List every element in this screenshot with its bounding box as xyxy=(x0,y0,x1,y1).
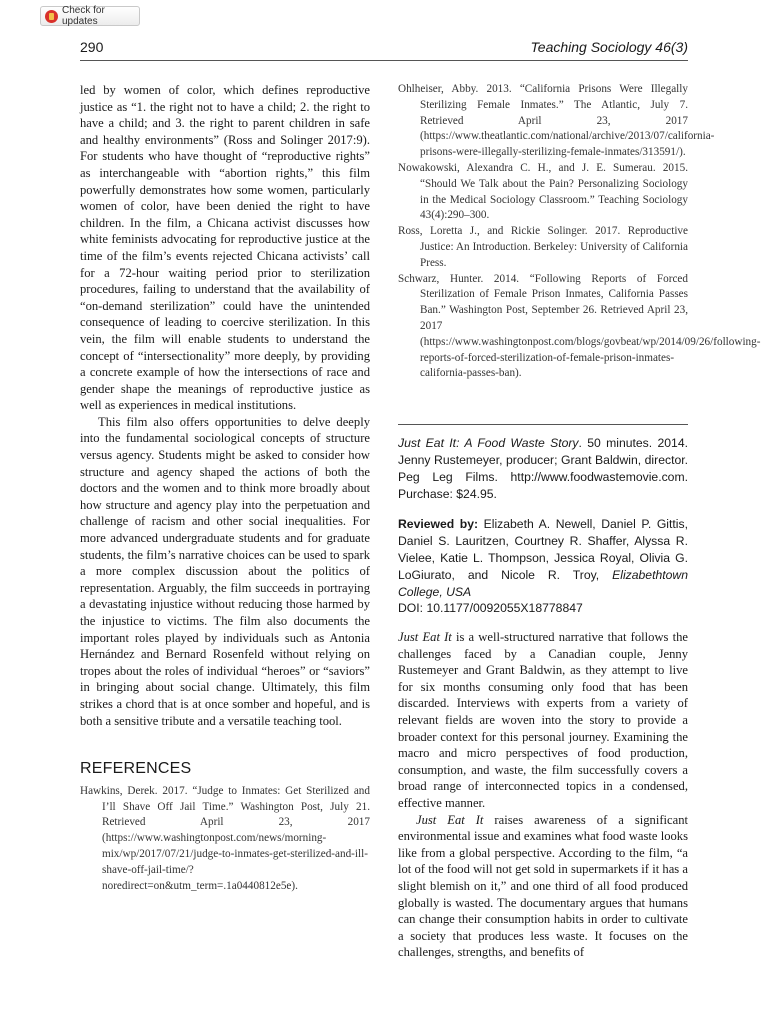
body-paragraph xyxy=(398,629,688,812)
film-title-inline: Just Eat It xyxy=(398,630,452,645)
check-for-updates-badge[interactable] xyxy=(40,6,140,26)
left-column xyxy=(80,82,370,894)
reviewed-by-label: Reviewed by: xyxy=(398,517,479,532)
badge-label: Check for updates xyxy=(62,5,105,27)
body-paragraph: This film also offers opportunities to delve deeply into the fundamental sociological concepts of structure versus agency. Students might be asked to consider how structure and agency shaped the actions of both the doctors and the women and to think more broadly about how structure and agency play into the perpetuation and challenge of racism and other social inequalities. For more advanced undergraduate students and for graduate students, the film’s narrative choices can be used to spark a more complex discussion about the politics of representation. Arguably, the film succeeds in portraying a devastating injustice without reducing those harmed by the injustice to victims. The film also documents the important roles played by individuals such as Antonia Hernández and Bernard Rosenfeld without relying on tropes about the roles of individual “heroes” or “saviors” in bringing about social change. Ultimately, this film strikes a chord that is at once somber and hopeful, and is both a sensitive tribute and a versatile teaching tool. xyxy=(80,414,370,728)
reviewers-block xyxy=(398,516,688,600)
film-citation xyxy=(398,435,688,502)
reviewer-names: Elizabeth A. Newell, Daniel P. Gittis, Daniel S. Lauritzen, Courtney R. Shaffer, Alyssa R. Vielee, Katie L. Thompson, Jessica Royal, Olivia G. LoGiurato, and Nicole R. Troy, xyxy=(398,517,688,582)
right-column xyxy=(398,82,761,961)
reference-entry: Schwarz, Hunter. 2014. “Following Reports of Forced Sterilization of Female Prison Inmates, California Passes Ban.” Washington Post, September 26. Retrieved April 23, 2017 (https://www.washingtonpost.com/blogs/govbeat/wp/2014/09/26/following-reports-of-forced-sterilization-of-female-prison-inmates-california-passes-ban). xyxy=(398,272,761,380)
reference-entry: Ross, Loretta J., and Rickie Solinger. 2017. Reproductive Justice: An Introduction. Berkeley: University of California Press. xyxy=(398,225,688,269)
reference-entry: Nowakowski, Alexandra C. H., and J. E. Sumerau. 2015. “Should We Talk about the Pain? Personalizing Sociology in the Medical Sociology Classroom.” Teaching Sociology 43(4):290–300. xyxy=(398,161,688,222)
film-title: Just Eat It: A Food Waste Story xyxy=(398,436,579,451)
references-heading: REFERENCES xyxy=(80,760,192,778)
paragraph-text: raises awareness of a significant environmental issue and examines what food waste looks like from a global perspective. According to the film, “a lot of the food will not get sold in supermarkets if it has a slight blemish on it,” and one third of all food produced globally is wasted. The documentary argues that humans can change their consumption habits in order to cultivate a society that produces less waste. It focuses on the challenges, strengths, and benefits of xyxy=(398,812,689,960)
doi: DOI: 10.1177/0092055X18778847 xyxy=(398,601,583,616)
section-divider xyxy=(398,424,688,425)
bookmark-icon xyxy=(45,10,58,23)
film-details: . 50 minutes. 2014. Jenny Rustemeyer, producer; Grant Baldwin, director. Peg Leg Films. http://www.foodwastemovie.com. Purchase: $24.95. xyxy=(398,436,688,501)
journal-title: Teaching Sociology 46(3) xyxy=(530,39,688,55)
paragraph-text: is a well-structured narrative that follows the challenges faced by a Canadian couple, Jenny Rustemeyer and Grant Baldwin, as they attempt to live for six months consuming only food that has been discarded. Interviews with experts from a variety of relevant fields are woven into the story to provide a broader context for this personal journey. Examining the macro and micro perspectives of food production, consumption, and waste, the film successfully covers a broad range of interconnected topics in a condensed, effective manner. xyxy=(398,630,689,811)
film-title-inline: Just Eat It xyxy=(416,812,484,827)
reference-entry: Ohlheiser, Abby. 2013. “California Prisons Were Illegally Sterilizing Female Inmates.” The Atlantic, July 7. Retrieved April 23, 2017 (https://www.theatlantic.com/national/archive/2013/07/california-prisons-were-illegally-sterilizing-female-inmates/313591/). xyxy=(398,83,715,159)
reference-entry: Hawkins, Derek. 2017. “Judge to Inmates: Get Sterilized and I’ll Shave Off Jail Time.” Washington Post, July 21. Retrieved April 23, 2017 (https://www.washingtonpost.com/news/morning-mix/wp/2017/07/21/judge-to-inmates-get-sterilized-and-ill-shave-off-jail-time/?noredirect=on&utm_term=.1a0440812e5e). xyxy=(80,784,370,892)
body-paragraph: led by women of color, which defines reproductive justice as “1. the right not to have a child; 2. the right to have a child; and 3. the right to parent children in safe and healthy environments” (Ross and Solinger 2017:9). For students who have thought of “reproductive rights” as interchangeable with “abortion rights,” this film powerfully demonstrates how some women, particularly women of color, have been denied the right to have children. In the film, a Chicana activist discusses how white feminists advocating for reproductive justice at the time of the film’s events rejected Chicana activists’ call for a 72-hour waiting period prior to sterilization procedures, failing to understand that the availability of “on-demand sterilization” could have the unintended consequence of leading to coercive sterilization. In this vein, the film will enable students to understand the concept of “intersectionality” more deeply, by providing a concrete example of how the intersections of race and gender shape the meanings of reproductive justice as well as experiences in medical institutions. xyxy=(80,83,370,413)
running-header xyxy=(80,36,688,61)
affiliation: Elizabethtown College, USA xyxy=(398,567,688,599)
body-paragraph xyxy=(398,812,688,961)
page-number: 290 xyxy=(80,39,104,55)
